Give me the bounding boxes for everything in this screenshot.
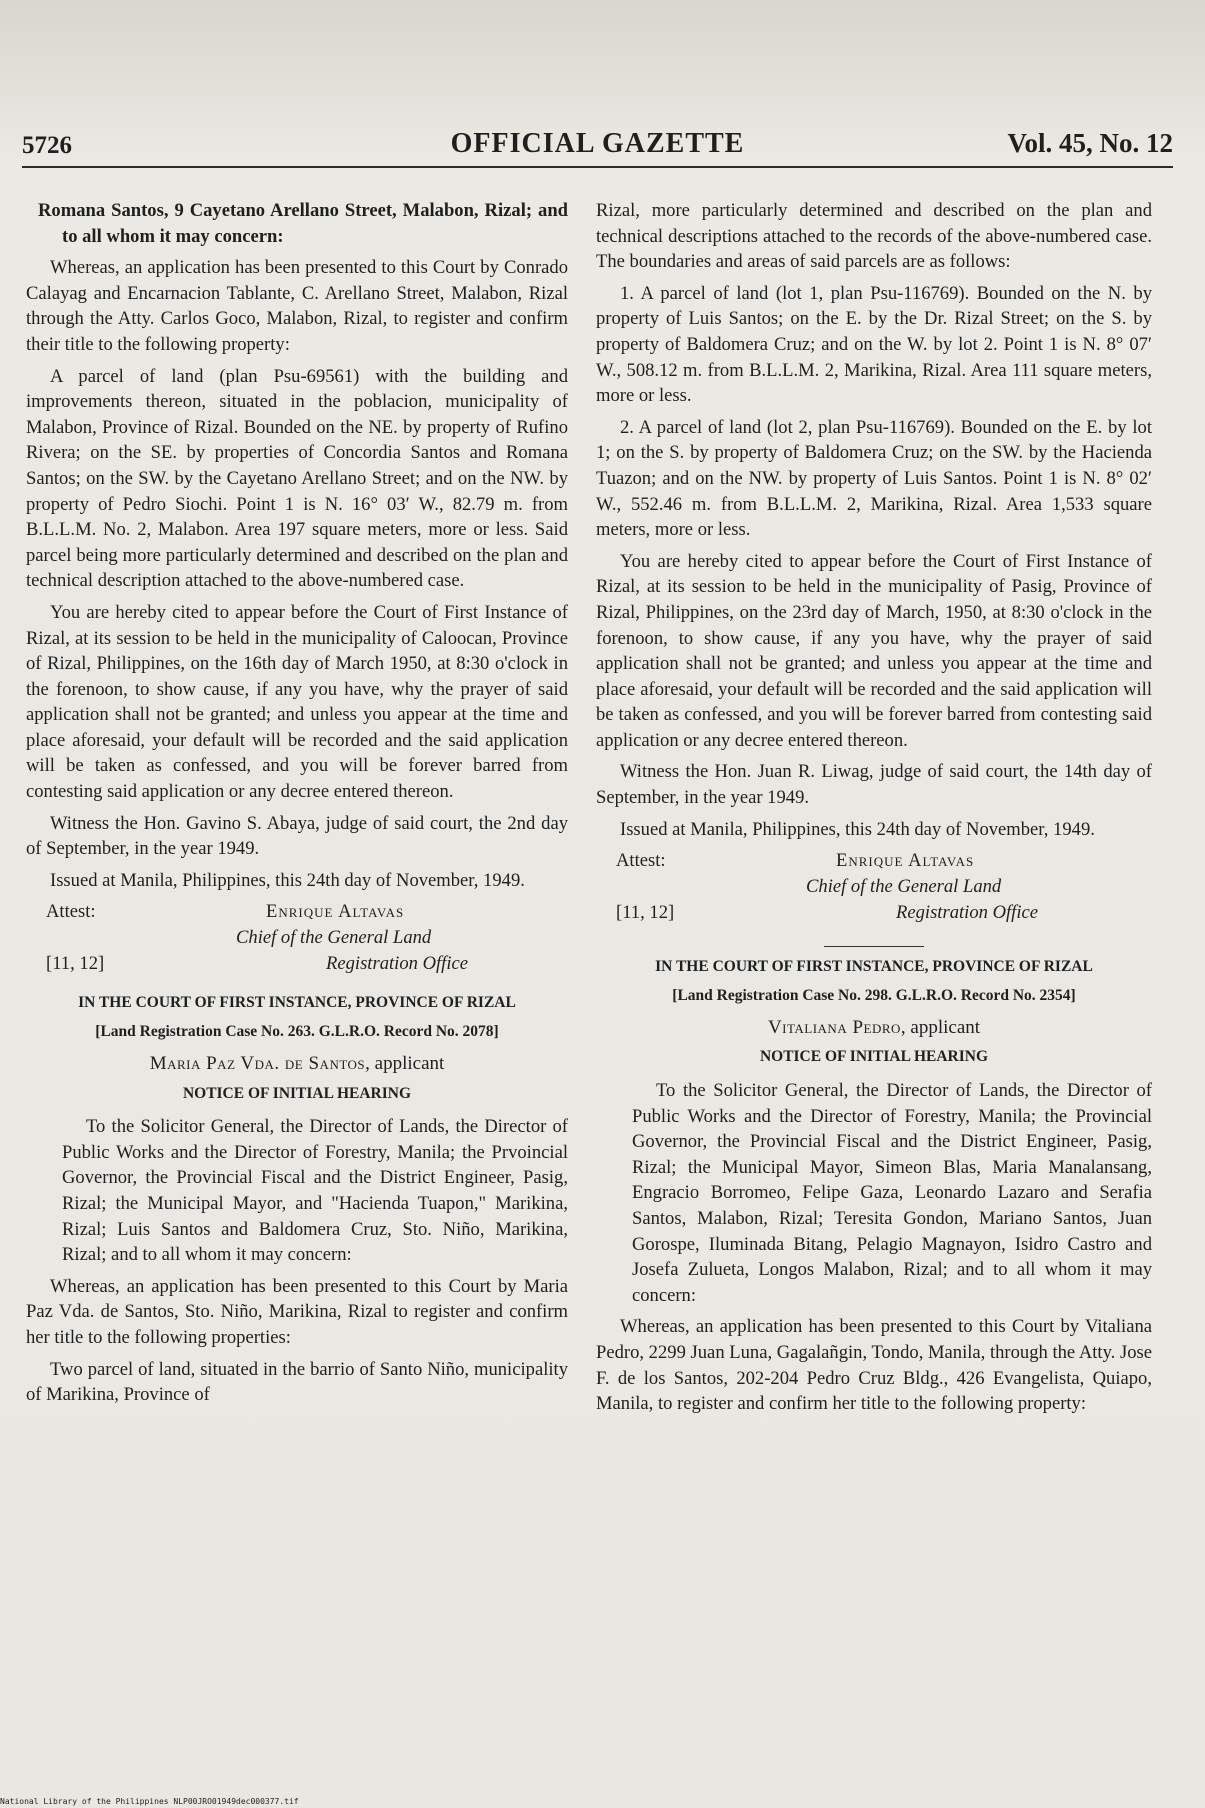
notice-heading: NOTICE OF INITIAL HEARING (182, 1084, 412, 1102)
issued-paragraph: Issued at Manila, Philippines, this 24th day of November, 1949. (620, 818, 1095, 840)
issue-reference: [11, 12] (616, 902, 675, 924)
lot-1-description: 1. A parcel of land (lot 1, plan Psu-116769). Bounded on the N. by property of Luis Santos; on the E. by the Dr. Rizal Street; on the S. by property of Baldomera Cruz; and on the W. by lot 2. Point 1 is N. 8° 07′ W., 508.12 m. from B.L.L.M. 2, Marikina, Rizal. Area 111 square meters, more or less. (596, 282, 1152, 407)
court-heading: IN THE COURT OF FIRST INSTANCE, PROVINCE OF RIZAL (78, 994, 516, 1012)
right-column (596, 198, 1152, 1423)
applicant-suffix: , applicant (900, 1016, 981, 1038)
case-line: [Land Registration Case No. 263. G.L.R.O. Record No. 2078] (95, 1023, 499, 1041)
witness-paragraph: Witness the Hon. Juan R. Liwag, judge of said court, the 14th day of September, in the year 1949. (596, 761, 1152, 809)
citation-paragraph: You are hereby cited to appear before the Court of First Instance of Rizal, at its session to be held in the municipality of Pasig, Province of Rizal, Philippines, on the 23rd day of March, 1950, at 8:30 o'clock in the forenoon, to show cause, if any you have, why the prayer of said application shall not be granted; and unless you appear at the time and place aforesaid, your default will be recorded and the said application will be taken as confessed, and you will be forever barred from contesting said application or any decree entered thereon. (596, 550, 1152, 751)
case-line: [Land Registration Case No. 298. G.L.R.O. Record No. 2354] (672, 987, 1076, 1005)
issue-reference: [11, 12] (46, 953, 105, 975)
attestation-block (596, 848, 1152, 930)
gazette-title: OFFICIAL GAZETTE (450, 128, 745, 159)
lot-2-description: 2. A parcel of land (lot 2, plan Psu-116769). Bounded on the E. by lot 1; on the S. by property of Baldomera Cruz; on the SW. by the Hacienda Tuazon; and on the NW. by property of Luis Santos. Point 1 is N. 8° 02′ W., 552.46 m. from B.L.L.M. 2, Marikina, Rizal. Area 1,533 square meters, more or less. (596, 416, 1152, 541)
page-number: 5726 (22, 132, 72, 159)
attest-name: Enrique Altavas (836, 850, 975, 872)
attest-title-line1: Chief of the General Land (806, 876, 1002, 898)
applicant-suffix: , applicant (365, 1053, 445, 1075)
attestation-block (26, 899, 568, 981)
applicant-name: Maria Paz Vda. de Santos (149, 1053, 366, 1075)
page-header (22, 126, 1173, 168)
parcels-intro: Two parcel of land, situated in the barrio of Santo Niño, municipality of Marikina, Province of (26, 1358, 568, 1406)
whereas-paragraph: Whereas, an application has been presented to this Court by Conrado Calayag and Encarnacion Tablante, C. Arellano Street, Malabon, Rizal through the Atty. Carlos Goco, Malabon, Rizal, to register and confirm their title to the following property: (26, 257, 568, 355)
continuation-paragraph: Rizal, more particularly determined and described on the plan and technical descriptions attached to the records of the above-numbered case. The boundaries and areas of said parcels are as follows: (596, 200, 1152, 273)
addressees-paragraph: To the Solicitor General, the Director of Lands, the Director of Public Works and the Director of Forestry, Manila; the Prvoincial Governor, the Provincial Fiscal and the District Engineer, Pasig, Rizal; the Municipal Mayor, and "Hacienda Tuapon," Marikina, Rizal; Luis Santos and Baldomera Cruz, Sto. Niño, Marikina, Rizal; and to all whom it may concern: (62, 1116, 568, 1266)
scan-footer: National Library of the Philippines NLP00JRO01949dec000377.tif (0, 1797, 299, 1806)
witness-paragraph: Witness the Hon. Gavino S. Abaya, judge of said court, the 2nd day of September, in the year 1949. (26, 812, 568, 860)
attest-name: Enrique Altavas (266, 901, 405, 923)
attest-label: Attest: (46, 901, 96, 923)
volume-number: Vol. 45, No. 12 (1007, 128, 1173, 158)
court-heading: IN THE COURT OF FIRST INSTANCE, PROVINCE OF RIZAL (655, 958, 1093, 976)
applicant-line (596, 1015, 1152, 1041)
left-column (26, 198, 568, 1414)
whereas-paragraph: Whereas, an application has been presented to this Court by Vitaliana Pedro, 2299 Juan Luna, Gagalañgin, Tondo, Manila, through the Atty. Jose F. de los Santos, 202-204 Pedro Cruz Bldg., 426 Evangelista, Quiapo, Manila, to register and confirm her title to the following property: (596, 1316, 1152, 1415)
citation-paragraph: You are hereby cited to appear before the Court of First Instance of Rizal, at its session to be held in the municipality of Caloocan, Province of Rizal, Philippines, on the 16th day of March 1950, at 8:30 o'clock in the forenoon, to show cause, if any you have, why the prayer of said application shall not be granted; and unless you appear at the time and place aforesaid, your default will be recorded and the said application will be taken as confessed, and you will be forever barred from contesting said application or any decree entered thereon. (26, 601, 568, 803)
attest-title-line1: Chief of the General Land (236, 927, 432, 949)
attest-title-line2: Registration Office (326, 953, 469, 975)
attest-title-line2: Registration Office (896, 902, 1039, 924)
whereas-paragraph-2: Whereas, an application has been presented to this Court by Maria Paz Vda. de Santos, Sto. Niño, Marikina, Rizal to register and confirm her title to the following properties: (26, 1275, 568, 1348)
applicant-line (26, 1051, 568, 1077)
attest-label: Attest: (616, 850, 666, 872)
applicant-name: Vitaliana Pedro (767, 1016, 901, 1038)
notice-heading: NOTICE OF INITIAL HEARING (759, 1048, 989, 1066)
issued-paragraph: Issued at Manila, Philippines, this 24th day of November, 1949. (50, 869, 525, 891)
addressee-continuation: Romana Santos, 9 Cayetano Arellano Street, Malabon, Rizal; and to all whom it may concern: (38, 200, 568, 247)
section-divider (824, 946, 924, 947)
addressees-paragraph: To the Solicitor General, the Director of Lands, the Director of Public Works and the Director of Forestry, Manila; the Provincial Governor, the Provincial Fiscal and the District Engineer, Pasig, Rizal; the Municipal Mayor, Simeon Blas, Maria Manalansang, Engracio Borromeo, Felipe Gaza, Leonardo Lazaro and Serafia Santos, Malabon, Rizal; Teresita Gondon, Mariano Santos, Juan Gorospe, Iluminada Bitang, Pelagio Magnayon, Isidro Castro and Josefa Zulueta, Longos Malabon, Rizal; and to all whom it may concern: (632, 1080, 1152, 1306)
parcel-description: A parcel of land (plan Psu-69561) with the building and improvements thereon, situated in the poblacion, municipality of Malabon, Province of Rizal. Bounded on the NE. by property of Rufino Rivera; on the SE. by properties of Concordia Santos and Romana Santos; on the SW. by the Cayetano Arellano Street; and on the NW. by property of Pedro Siochi. Point 1 is N. 16° 03′ W., 82.79 m. from B.L.L.M. No. 2, Malabon. Area 197 square meters, more or less. Said parcel being more particularly determined and described on the plan and technical description attached to the above-numbered case. (26, 365, 568, 592)
